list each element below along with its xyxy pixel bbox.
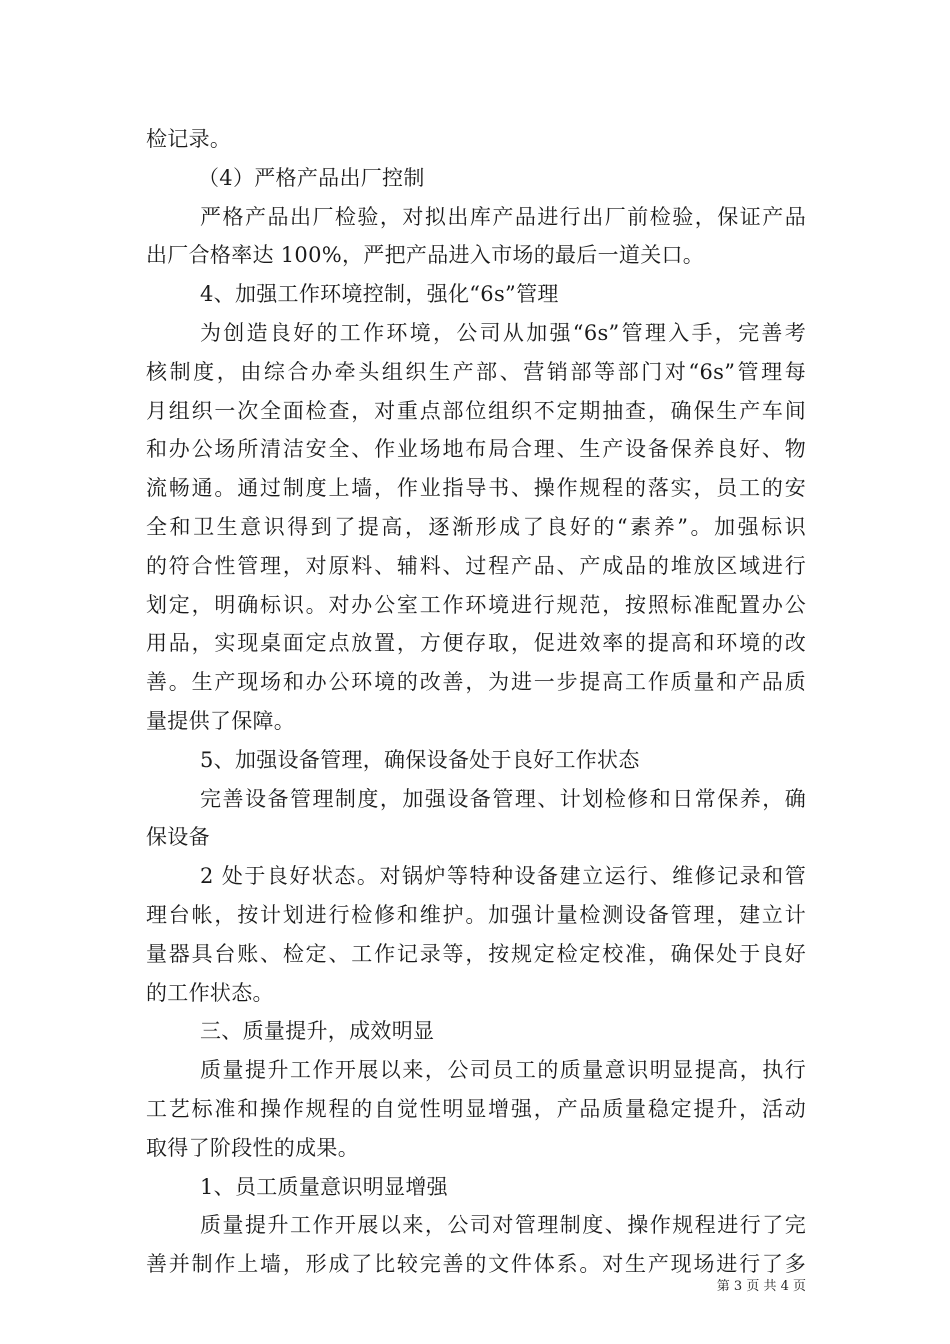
text-line: 2 处于良好状态。对锅炉等特种设备建立运行、维修记录和管 bbox=[200, 864, 806, 889]
text-line: 量器具台账、检定、工作记录等，按规定检定校准，确保处于良好 bbox=[146, 941, 806, 966]
text-line: 用品，实现桌面定点放置，方便存取，促进效率的提高和环境的改 bbox=[146, 631, 806, 656]
section-heading: 1、员工质量意识明显增强 bbox=[200, 1174, 448, 1199]
text-line: 月组织一次全面检查，对重点部位组织不定期抽查，确保生产车间 bbox=[146, 398, 806, 423]
document-body bbox=[146, 120, 806, 1284]
text-line: 的符合性管理，对原料、辅料、过程产品、产成品的堆放区域进行 bbox=[146, 553, 806, 578]
text-line: 工艺标准和操作规程的自觉性明显增强，产品质量稳定提升，活动 bbox=[146, 1096, 806, 1121]
subsection-heading: （4）严格产品出厂控制 bbox=[198, 165, 425, 190]
text-line: 核制度，由综合办牵头组织生产部、营销部等部门对“6s”管理每 bbox=[146, 359, 806, 384]
text-line: 和办公场所清洁安全、作业场地布局合理、生产设备保养良好、物 bbox=[146, 437, 806, 462]
text-line: 量提供了保障。 bbox=[146, 708, 296, 733]
text-line: 检记录。 bbox=[146, 127, 232, 151]
text-line: 质量提升工作开展以来，公司对管理制度、操作规程进行了完 bbox=[200, 1213, 806, 1238]
text-line: 善。生产现场和办公环境的改善，为进一步提高工作质量和产品质 bbox=[146, 670, 806, 695]
text-line: 完善设备管理制度，加强设备管理、计划检修和日常保养，确 bbox=[200, 786, 806, 811]
text-line: 善并制作上墙，形成了比较完善的文件体系。对生产现场进行了多 bbox=[146, 1252, 806, 1277]
section-heading: 三、质量提升，成效明显 bbox=[200, 1019, 435, 1044]
text-line: 流畅通。通过制度上墙，作业指导书、操作规程的落实，员工的安 bbox=[146, 476, 806, 501]
text-line: 的工作状态。 bbox=[146, 980, 274, 1005]
text-line: 为创造良好的工作环境，公司从加强“6s”管理入手，完善考 bbox=[200, 320, 806, 345]
page-number: 第 3 页 共 4 页 bbox=[716, 1279, 806, 1294]
text-line: 划定，明确标识。对办公室工作环境进行规范，按照标准配置办公 bbox=[146, 592, 806, 617]
text-line: 严格产品出厂检验，对拟出库产品进行出厂前检验，保证产品 bbox=[200, 204, 806, 229]
text-line: 质量提升工作开展以来，公司员工的质量意识明显提高，执行 bbox=[200, 1058, 806, 1083]
text-line: 保设备 bbox=[146, 825, 210, 850]
text-line: 取得了阶段性的成果。 bbox=[146, 1135, 359, 1160]
text-line: 全和卫生意识得到了提高，逐渐形成了良好的“素养”。加强标识 bbox=[146, 514, 806, 539]
text-line: 出厂合格率达 100%，严把产品进入市场的最后一道关口。 bbox=[146, 243, 705, 268]
section-heading: 4、加强工作环境控制，强化“6s”管理 bbox=[200, 282, 559, 307]
text-line: 理台帐，按计划进行检修和维护。加强计量检测设备管理，建立计 bbox=[146, 902, 806, 927]
section-heading: 5、加强设备管理，确保设备处于良好工作状态 bbox=[200, 747, 640, 772]
